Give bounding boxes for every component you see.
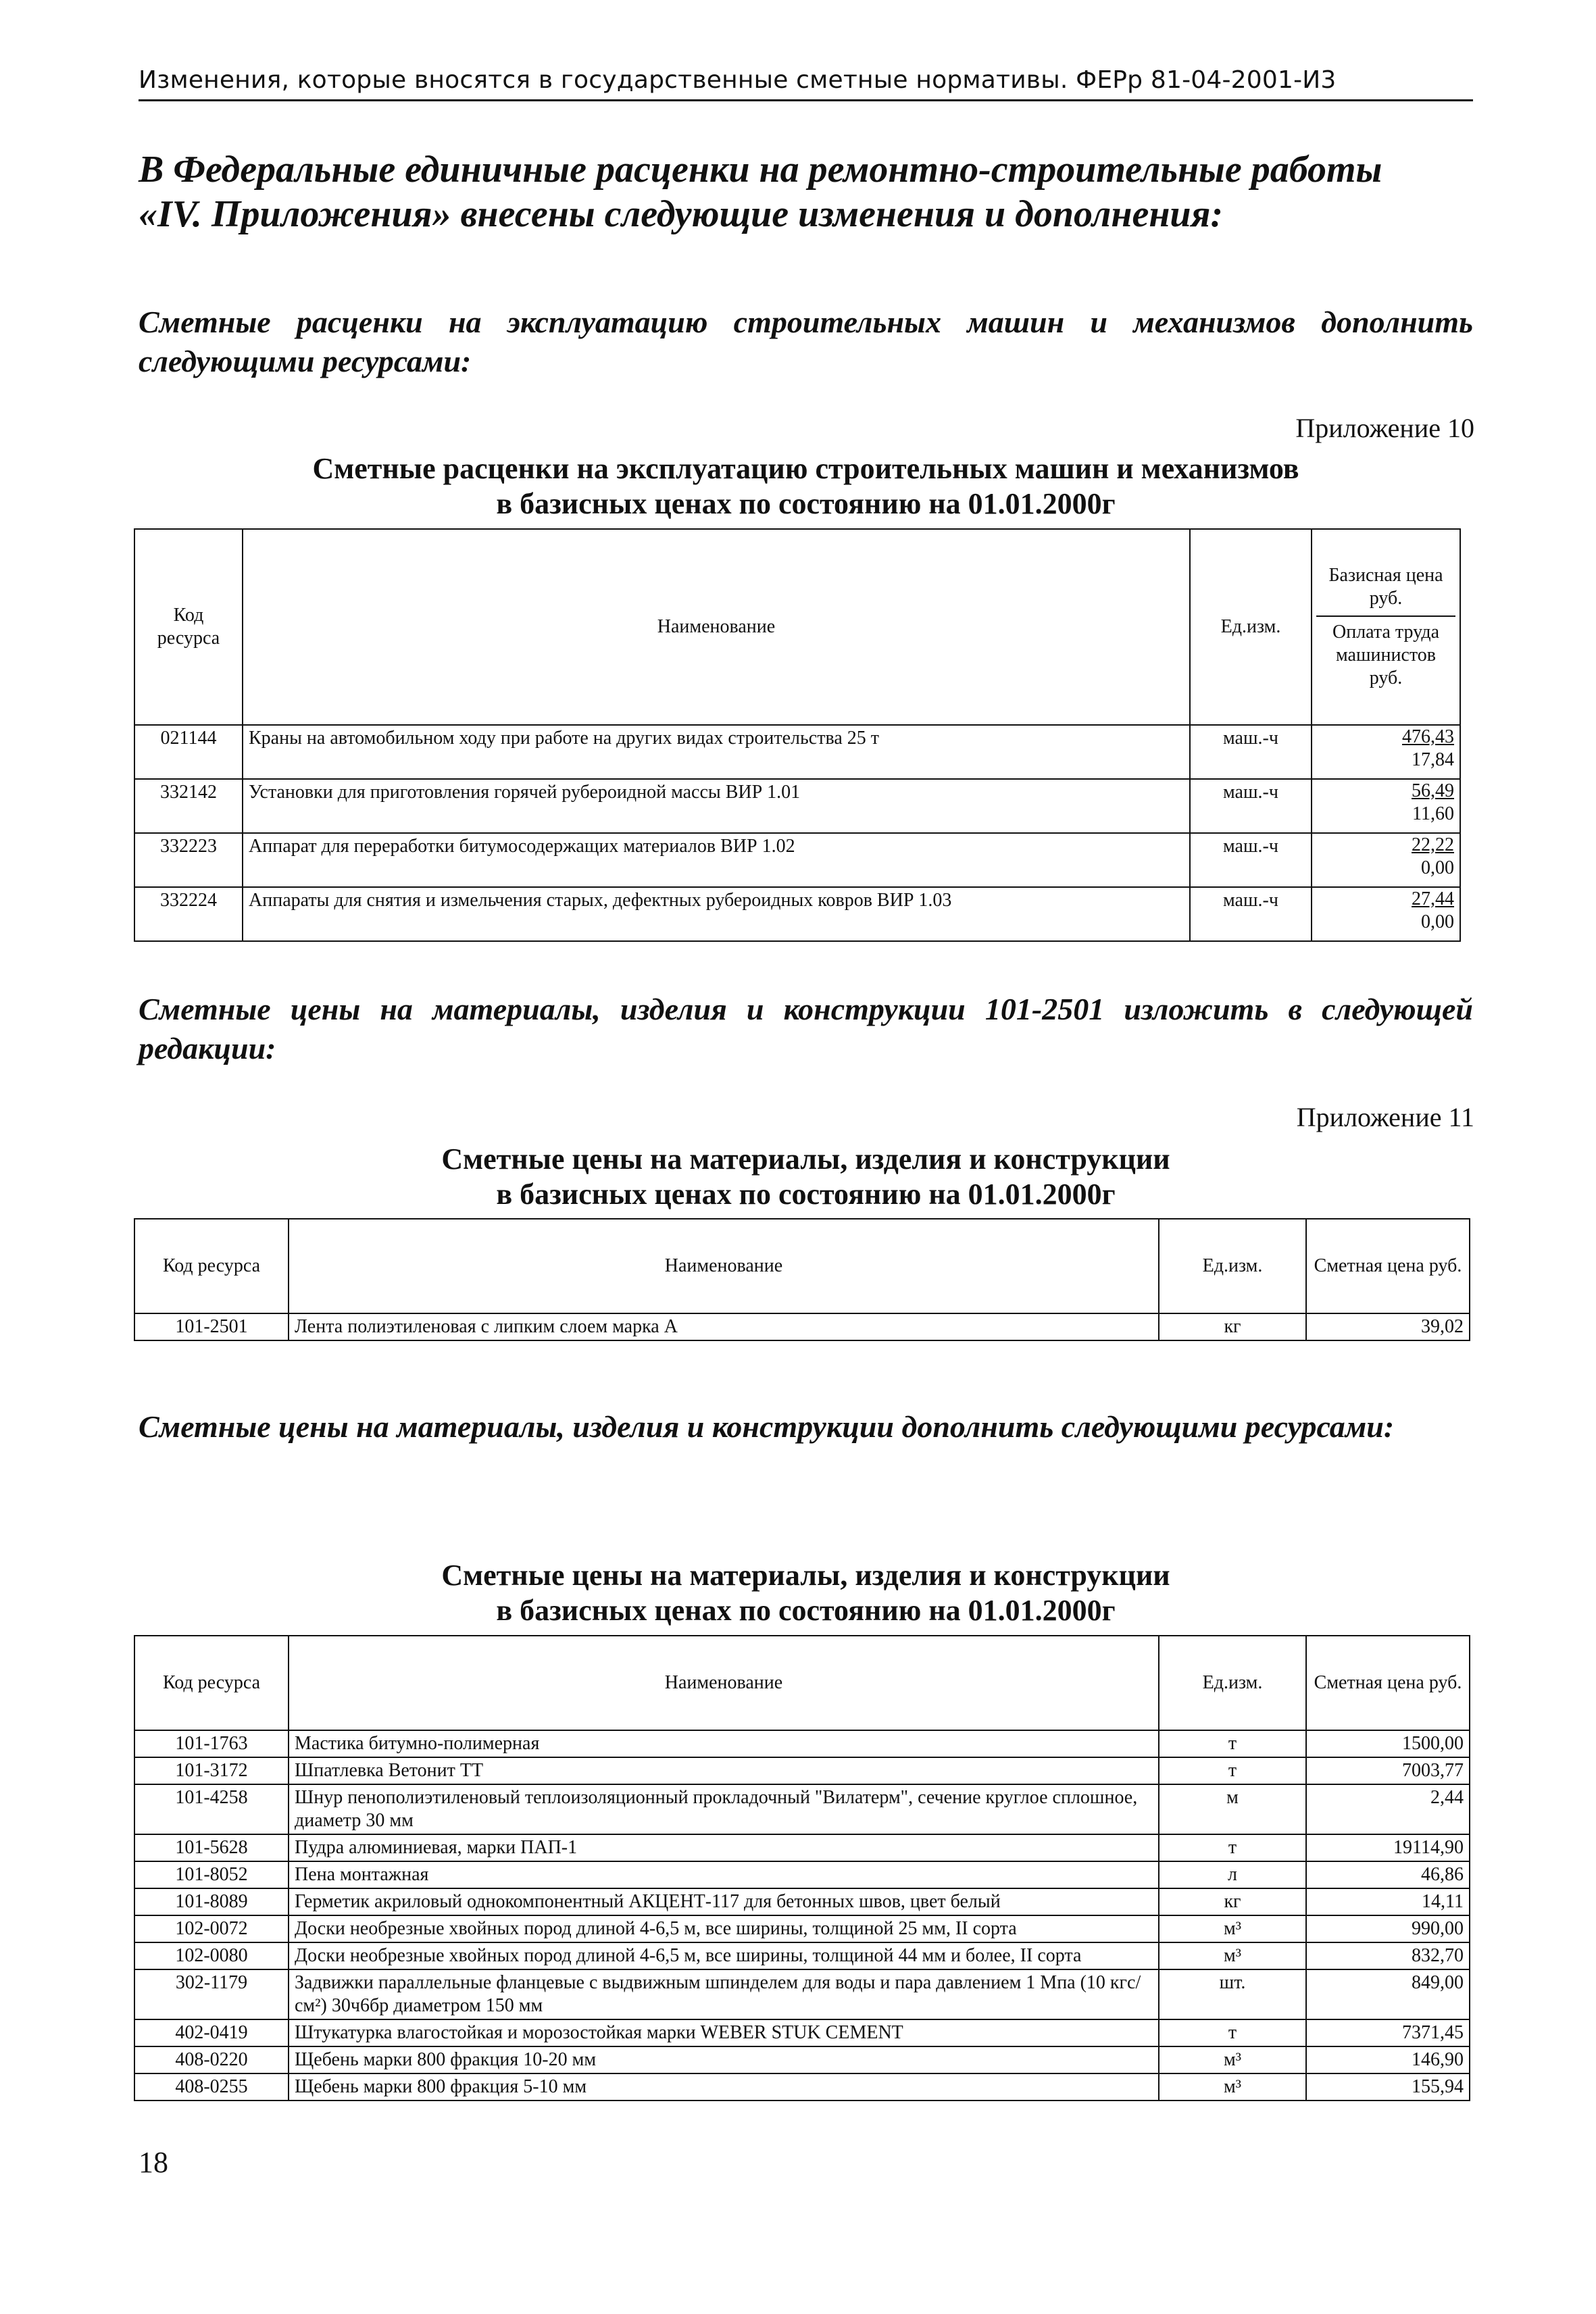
row-name: Аппарат для переработки битумосодержащих материалов ВИР 1.02	[243, 833, 1190, 887]
table-row	[134, 2019, 1470, 2046]
row-name: Щебень марки 800 фракция 5-10 мм	[289, 2073, 1159, 2101]
row-name: Краны на автомобильном ходу при работе на других видах строительства 25 т	[243, 725, 1190, 779]
main-heading-line-1: В Федеральные единичные расценки на ремонтно-строительные работы	[139, 149, 1382, 191]
header-price-split	[1312, 529, 1460, 725]
table-row	[134, 1834, 1470, 1861]
section3-title-line-1: Сметные цены на материалы, изделия и конструкции	[441, 1559, 1170, 1592]
section1-appendix-label: Приложение 10	[1295, 413, 1474, 443]
row-price: 1500,00	[1306, 1730, 1470, 1757]
row-unit: кг	[1159, 1313, 1306, 1340]
row-unit: м³	[1159, 1942, 1306, 1969]
row-name: Мастика битумно-полимерная	[289, 1730, 1159, 1757]
row-code: 021144	[134, 725, 243, 779]
row-unit: кг	[1159, 1888, 1306, 1915]
table-row	[134, 833, 1460, 887]
row-code: 102-0080	[134, 1942, 289, 1969]
table-row	[134, 1861, 1470, 1888]
row-name: Доски необрезные хвойных пород длиной 4-6,5 м, все ширины, толщиной 44 мм и более, II сорта	[289, 1942, 1159, 1969]
main-heading	[139, 147, 1473, 236]
row-code: 302-1179	[134, 1969, 289, 2019]
header-code: Код ресурса	[134, 1219, 289, 1313]
section1-title-line-1: Сметные расценки на эксплуатацию строительных машин и механизмов	[312, 452, 1299, 485]
table-row	[134, 887, 1460, 941]
machines-table	[134, 528, 1461, 942]
row-labor: 0,00	[1421, 911, 1454, 932]
row-unit: т	[1159, 1757, 1306, 1784]
row-name: Установки для приготовления горячей рубероидной массы ВИР 1.01	[243, 779, 1190, 833]
row-labor: 17,84	[1412, 749, 1454, 770]
table-row	[134, 1313, 1470, 1340]
header-base-price: Базисная цена руб.	[1316, 560, 1455, 617]
row-price-cell	[1312, 779, 1460, 833]
row-price: 990,00	[1306, 1915, 1470, 1942]
header-labor-pay: Оплата труда машинистов руб.	[1332, 622, 1439, 688]
header-code: Код ресурса	[134, 1636, 289, 1730]
row-unit: маш.-ч	[1190, 725, 1312, 779]
section2-title-line-2: в базисных ценах по состоянию на 01.01.2000г	[496, 1178, 1116, 1211]
row-unit: т	[1159, 2019, 1306, 2046]
row-name: Щебень марки 800 фракция 10-20 мм	[289, 2046, 1159, 2073]
header-price: Сметная цена руб.	[1306, 1219, 1470, 1313]
table-row	[134, 1784, 1470, 1834]
section3-instruction: Сметные цены на материалы, изделия и конструкции дополнить следующими ресурсами:	[139, 1409, 1395, 1444]
row-code: 402-0419	[134, 2019, 289, 2046]
row-unit: м³	[1159, 2073, 1306, 2101]
row-code: 332142	[134, 779, 243, 833]
row-price: 19114,90	[1306, 1834, 1470, 1861]
main-heading-line-2: «IV. Приложения» внесены следующие изменения и дополнения:	[139, 193, 1224, 235]
row-code: 102-0072	[134, 1915, 289, 1942]
table-row	[134, 2073, 1470, 2101]
row-price: 27,44	[1412, 888, 1454, 909]
row-code: 101-5628	[134, 1834, 289, 1861]
row-price: 14,11	[1306, 1888, 1470, 1915]
section2-instruction: Сметные цены на материалы, изделия и конструкции 101-2501 изложить в следующей редакции:	[139, 992, 1473, 1065]
row-name: Шпатлевка Ветонит ТТ	[289, 1757, 1159, 1784]
table-row	[134, 1915, 1470, 1942]
header-code: Код ресурса	[134, 529, 243, 725]
row-name: Шнур пенополиэтиленовый теплоизоляционный прокладочный "Вилатерм", сечение круглое сплошное, диаметр 30 мм	[289, 1784, 1159, 1834]
row-price: 2,44	[1306, 1784, 1470, 1834]
header-name: Наименование	[289, 1636, 1159, 1730]
table-row	[134, 1757, 1470, 1784]
row-labor: 0,00	[1421, 857, 1454, 878]
row-unit: л	[1159, 1861, 1306, 1888]
table-row	[134, 1730, 1470, 1757]
row-name: Герметик акриловый однокомпонентный АКЦЕНТ-117 для бетонных швов, цвет белый	[289, 1888, 1159, 1915]
row-name: Аппараты для снятия и измельчения старых, дефектных рубероидных ковров ВИР 1.03	[243, 887, 1190, 941]
row-code: 408-0220	[134, 2046, 289, 2073]
machines-table-header-row	[134, 529, 1460, 725]
row-code: 332224	[134, 887, 243, 941]
header-price: Сметная цена руб.	[1306, 1636, 1470, 1730]
row-unit: т	[1159, 1730, 1306, 1757]
row-price: 46,86	[1306, 1861, 1470, 1888]
page-number: 18	[139, 2146, 168, 2179]
row-price-cell	[1312, 887, 1460, 941]
row-unit: шт.	[1159, 1969, 1306, 2019]
row-price: 7371,45	[1306, 2019, 1470, 2046]
row-unit: т	[1159, 1834, 1306, 1861]
section3-title-line-2: в базисных ценах по состоянию на 01.01.2000г	[496, 1594, 1116, 1627]
table-row	[134, 1942, 1470, 1969]
header-unit: Ед.изм.	[1159, 1219, 1306, 1313]
row-code: 101-4258	[134, 1784, 289, 1834]
row-price: 22,22	[1412, 834, 1454, 855]
row-name: Лента полиэтиленовая с липким слоем марка А	[289, 1313, 1159, 1340]
section2-title-line-1: Сметные цены на материалы, изделия и конструкции	[441, 1142, 1170, 1176]
row-name: Пена монтажная	[289, 1861, 1159, 1888]
row-price: 476,43	[1402, 726, 1454, 747]
section2-table-title	[139, 1142, 1473, 1212]
row-price: 7003,77	[1306, 1757, 1470, 1784]
row-unit: маш.-ч	[1190, 779, 1312, 833]
row-code: 101-8089	[134, 1888, 289, 1915]
materials-additions-header-row	[134, 1636, 1470, 1730]
materials-revision-header-row	[134, 1219, 1470, 1313]
row-unit: м	[1159, 1784, 1306, 1834]
row-code: 101-8052	[134, 1861, 289, 1888]
section1-instruction: Сметные расценки на эксплуатацию строительных машин и механизмов дополнить следующими ресурсами:	[139, 305, 1473, 378]
row-name: Задвижки параллельные фланцевые с выдвижным шпинделем для воды и пара давлением 1 Мпа (10 кгс/см²) 30ч6бр диаметром 150 мм	[289, 1969, 1159, 2019]
row-unit: маш.-ч	[1190, 887, 1312, 941]
header-name: Наименование	[289, 1219, 1159, 1313]
row-price: 155,94	[1306, 2073, 1470, 2101]
running-header: Изменения, которые вносятся в государственные сметные нормативы. ФЕРр 81-04-2001-И3	[139, 66, 1473, 101]
table-row	[134, 1969, 1470, 2019]
row-unit: м³	[1159, 2046, 1306, 2073]
section2-appendix-label: Приложение 11	[1296, 1102, 1474, 1132]
row-unit: маш.-ч	[1190, 833, 1312, 887]
row-name: Доски необрезные хвойных пород длиной 4-6,5 м, все ширины, толщиной 25 мм, II сорта	[289, 1915, 1159, 1942]
row-price-cell	[1312, 725, 1460, 779]
header-unit: Ед.изм.	[1190, 529, 1312, 725]
materials-additions-table	[134, 1635, 1470, 2101]
materials-revision-table	[134, 1218, 1470, 1341]
row-price: 832,70	[1306, 1942, 1470, 1969]
section3-table-title	[139, 1558, 1473, 1628]
row-name: Штукатурка влагостойкая и морозостойкая марки WEBER STUK CEMENT	[289, 2019, 1159, 2046]
row-price: 146,90	[1306, 2046, 1470, 2073]
header-unit: Ед.изм.	[1159, 1636, 1306, 1730]
row-code: 408-0255	[134, 2073, 289, 2101]
section1-title-line-2: в базисных ценах по состоянию на 01.01.2000г	[496, 487, 1116, 520]
table-row	[134, 1888, 1470, 1915]
table-row	[134, 725, 1460, 779]
row-code: 101-2501	[134, 1313, 289, 1340]
section1-table-title	[139, 451, 1473, 522]
row-name: Пудра алюминиевая, марки ПАП-1	[289, 1834, 1159, 1861]
table-row	[134, 779, 1460, 833]
row-price-cell	[1312, 833, 1460, 887]
header-name: Наименование	[243, 529, 1190, 725]
row-code: 332223	[134, 833, 243, 887]
row-price: 849,00	[1306, 1969, 1470, 2019]
table-row	[134, 2046, 1470, 2073]
row-labor: 11,60	[1412, 803, 1454, 824]
row-unit: м³	[1159, 1915, 1306, 1942]
row-code: 101-3172	[134, 1757, 289, 1784]
row-price: 56,49	[1412, 780, 1454, 801]
row-price: 39,02	[1306, 1313, 1470, 1340]
row-code: 101-1763	[134, 1730, 289, 1757]
